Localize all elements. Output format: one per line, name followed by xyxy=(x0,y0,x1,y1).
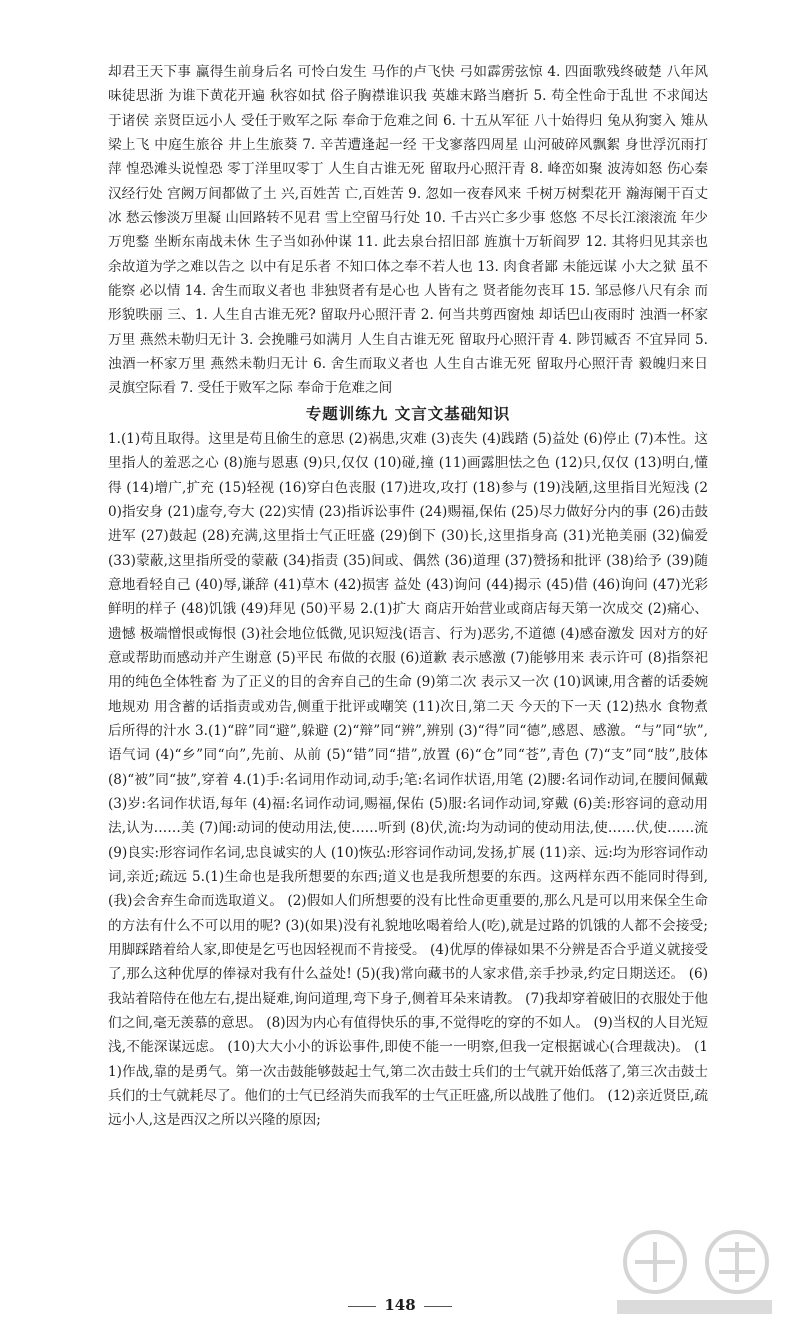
left-dash xyxy=(348,1306,376,1307)
section-title: 专题训练九 文言文基础知识 xyxy=(305,403,511,423)
intro-text: 却君王天下事 赢得生前身后名 可怜白发生 马作的卢飞快 弓如霹雳弦惊 4. 四面歌残终破楚 八年风味徒思浙 为谁下黄花开遍 秋容如拭 俗子胸襟谁识我 英雄末路当磨折 5. 苟全性命于乱世 不求闻达于诸侯 亲贤臣远小人 受任于败军之际 奉命于危难之间 6. 十五从军征 八十始得归 兔从狗窦入 雉从梁上飞 中庭生旅谷 井上生旅葵 7. 辛苦遭逢起一经 干戈寥落四周星 山河破碎风飘絮 身世浮沉雨打萍 惶恐滩头说惶恐 零丁洋里叹零丁 人生自古谁无死 留取丹心照汗青 8. 峰峦如聚 波涛如怒 伤心秦汉经行处 宫阙万间都做了土 兴,百姓苦 亡,百姓苦 9. 忽如一夜春风来 千树万树梨花开 瀚海阑干百丈冰 愁云惨淡万里凝 山回路转不见君 雪上空留马行处 10. 千古兴亡多少事 悠悠 不尽长江滚滚流 年少万兜鍪 坐断东南战未休 生子当如孙仲谋 11. 此去泉台招旧部 旌旗十万斩阎罗 12. 其将归见其亲也 余故道为学之难以告之 以中有足乐者 不知口体之奉不若人也 13. 肉食者鄙 未能远谋 小大之狱 虽不能察 必以情 14. 舍生而取义者也 非独贤者有是心也 人皆有之 贤者能勿丧耳 15. 邹忌修八尺有余 而形貌昳丽 三、1. 人生自古谁无死? 留取丹心照汗青 2. 何当共剪西窗烛 却话巴山夜雨时 浊酒一杯家万里 燕然未勒归无计 3. 会挽雕弓如满月 人生自古谁无死 留取丹心照汗青 4. 陟罚臧否 不宜异同 5. 浊酒一杯家万里 燕然未勒归无计 6. 舍生而取义者也 人生自古谁无死 留取丹心照汗青 毅魄归来日 灵旗空际看 7. 受任于败军之际 奉命于危难之间 xyxy=(108,64,708,397)
page-content xyxy=(108,60,708,1133)
watermark-logo-icon xyxy=(607,1224,782,1319)
answers-text: 1.(1)苟且取得。这里是苟且偷生的意思 (2)祸患,灾难 (3)丧失 (4)践踏 (5)益处 (6)停止 (7)本性。这里指人的羞恶之心 (8)施与恩惠 (9)只,仅仅 (10)碰,撞 (11)画露胆怯之色 (12)只,仅仅 (13)明白,懂得 (14)增广,扩充 (15)轻视 (16)穿白色丧服 (17)进攻,攻打 (18)参与 (19)浅陋,这里指目光短浅 (20)指安身 (21)虚夸,夸大 (22)实情 (23)指诉讼事件 (24)赐福,保佑 (25)尽力做好分内的事 (26)击鼓进军 (27)鼓起 (28)充满,这里指士气正旺盛 (29)倒下 (30)长,这里指身高 (31)光艳美丽 (32)偏爱 (33)蒙蔽,这里指所受的蒙蔽 (34)指责 (35)间或、偶然 (36)道理 (37)赞扬和批评 (38)给予 (39)随意地看轻自己 (40)辱,谦辞 (41)草木 (42)损害 益处 (43)询问 (44)揭示 (45)借 (46)询问 (47)光彩鲜明的样子 (48)饥饿 (49)拜见 (50)平易 2.(1)扩大 商店开始营业或商店每天第一次成交 (2)痛心、遗憾 极端憎恨或悔恨 (3)社会地位低微,见识短浅(语言、行为)恶劣,不道德 (4)感奋激发 因对方的好意或帮助而感动并产生谢意 (5)平民 布做的衣服 (6)道歉 表示感激 (7)能够用来 表示许可 (8)指祭祀用的纯色全体牲畜 为了正义的目的舍弃自己的生命 (9)第二次 表示又一次 (10)讽谏,用含蓄的话委婉地规劝 用含蓄的话指责或劝告,侧重于批评或嘲笑 (11)次日,第二天 今天的下一天 (12)热水 食物煮后所得的汁水 3.(1)“辟”同“避”,躲避 (2)“辩”同“辨”,辨别 (3)“得”同“德”,感恩、感激。“与”同“欤”,语气词 (4)“乡”同“向”,先前、从前 (5)“错”同“措”,放置 (6)“仓”同“苍”,青色 (7)“支”同“肢”,肢体 (8)“被”同“披”,穿着 4.(1)手:名词用作动词,动手;笔:名词作状语,用笔 (2)腰:名词作动词,在腰间佩戴 (3)岁:名词作状语,每年 (4)福:名词作动词,赐福,保佑 (5)服:名词作动词,穿戴 (6)美:形容词的意动用法,认为……美 (7)闻:动词的使动用法,使……听到 (8)伏,流:均为动词的使动用法,使……伏,使……流 (9)良实:形容词作名词,忠良诚实的人 (10)恢弘:形容词作动词,发扬,扩展 (11)亲、远:均为形容词作动词,亲近;疏远 5.(1)生命也是我所想要的东西;道义也是我所想要的东西。这两样东西不能同时得到,(我)会舍弃生命而选取道义。 (2)假如人们所想要的没有比性命更重要的,那么凡是可以用来保全生命的方法有什么不可以用的呢? (3)(如果)没有礼貌地吆喝着给人(吃),就是过路的饥饿的人都不会接受;用脚踩踏着给人家,即使是乞丐也因轻视而不肯接受。 (4)优厚的俸禄如果不分辨是否合乎道义就接受了,那么这种优厚的俸禄对我有什么益处! (5)(我)常向藏书的人家求借,亲手抄录,约定日期送还。 (6)我站着陪侍在他左右,提出疑难,询问道理,弯下身子,侧着耳朵来请教。 (7)我却穿着破旧的衣服处于他们之间,毫无羡慕的意思。 (8)因为内心有值得快乐的事,不觉得吃的穿的不如人。 (9)当权的人目光短浅,不能深谋远虑。 (10)大大小小的诉讼事件,即使不能一一明察,但我一定根据诚心(合理裁决)。 (11)作战,靠的是勇气。第一次击鼓能够鼓起士气,第二次击鼓士兵们的士气就开始低落了,第三次击鼓士兵们的士气就耗尽了。他们的士气已经消失而我军的士气正旺盛,所以战胜了他们。 (12)亲近贤臣,疏远小人,这是西汉之所以兴隆的原因; xyxy=(108,430,708,1129)
right-dash xyxy=(424,1306,452,1307)
page-number: 148 xyxy=(384,1296,416,1314)
